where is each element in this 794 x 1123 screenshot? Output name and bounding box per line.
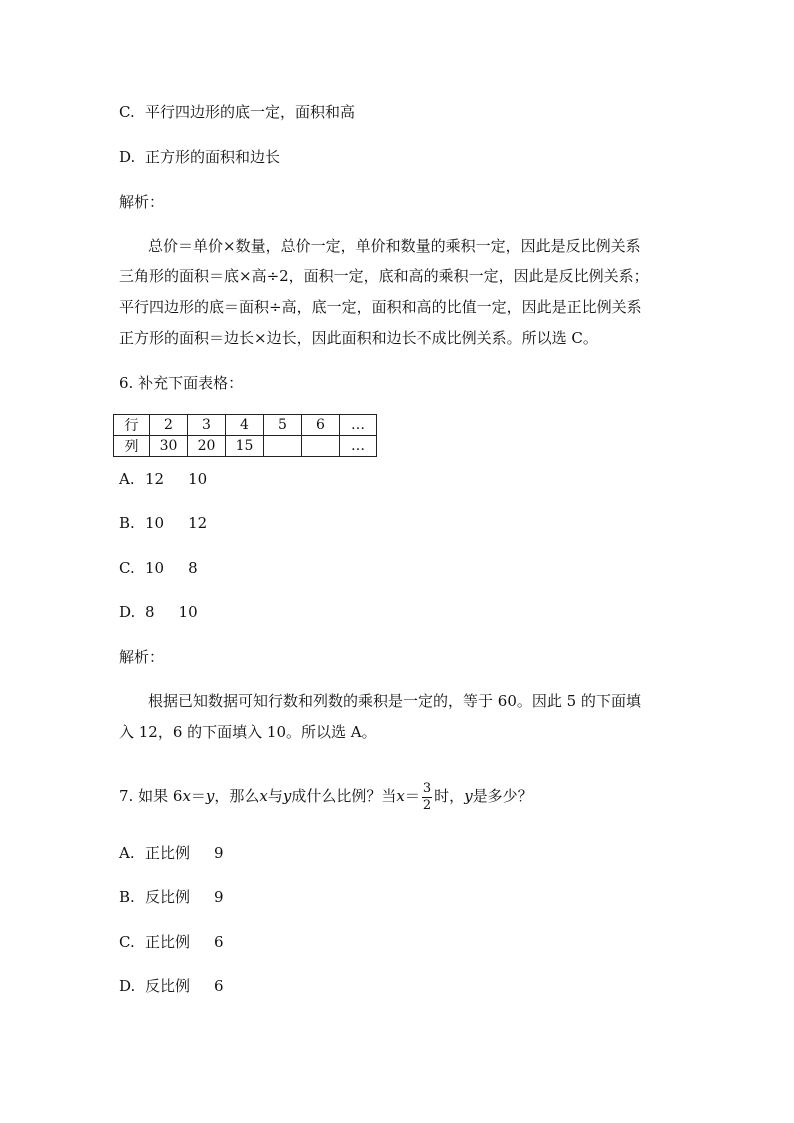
q6-table	[113, 414, 377, 457]
option-value-b: 10	[178, 603, 198, 621]
variable-y: y	[282, 787, 292, 805]
q7-option-a	[119, 843, 224, 863]
variable-x: x	[182, 787, 191, 805]
question-text: 如果	[138, 787, 169, 805]
q7-option-d	[119, 976, 224, 996]
question-text: ，那么	[214, 787, 260, 805]
question-text: 时，	[434, 787, 465, 805]
q5-analysis-line-4: 正方形的面积＝边长×边长，因此面积和边长不成比例关系。所以选 C。	[119, 329, 598, 347]
option-letter: D.	[119, 148, 136, 166]
option-value-a: 10	[145, 514, 165, 532]
q6-option-d	[119, 602, 198, 622]
fraction-denominator: 2	[422, 797, 432, 813]
table-cell	[302, 436, 340, 457]
option-text: 正比例	[145, 844, 191, 862]
option-letter: D.	[119, 603, 136, 621]
q5-analysis-line-2: 三角形的面积＝底×高÷2，面积一定，底和高的乘积一定，因此是反比例关系；	[119, 267, 649, 285]
option-value-a: 10	[145, 559, 165, 577]
table-cell: 20	[188, 436, 226, 457]
equals-sign: ＝	[190, 787, 206, 805]
question-number: 7.	[119, 787, 134, 805]
option-value-b: 12	[188, 514, 208, 532]
table-cell: 列	[114, 436, 150, 457]
option-letter: B.	[119, 888, 135, 906]
option-value-a: 8	[145, 603, 155, 621]
fraction-numerator: 3	[422, 780, 432, 796]
option-letter: C.	[119, 103, 135, 121]
option-text: 正方形的面积和边长	[145, 148, 281, 166]
question-text: 成什么比例？当	[291, 787, 397, 805]
variable-y: y	[205, 787, 215, 805]
table-cell: …	[340, 436, 377, 457]
option-letter: A.	[119, 844, 135, 862]
option-letter: B.	[119, 514, 135, 532]
table-cell: 2	[150, 415, 188, 436]
q5-analysis-line-1: 总价＝单价×数量，总价一定，单价和数量的乘积一定，因此是反比例关系	[148, 237, 641, 255]
option-text: 平行四边形的底一定，面积和高	[145, 103, 356, 121]
question-text: 与	[267, 787, 283, 805]
option-value: 9	[214, 888, 224, 906]
variable-y: y	[464, 787, 473, 805]
table-cell: 15	[226, 436, 264, 457]
q5-option-d	[119, 147, 280, 167]
option-text: 反比例	[145, 977, 191, 995]
table-cell: 6	[302, 415, 340, 436]
q7-option-b	[119, 887, 224, 907]
table-cell: 4	[226, 415, 264, 436]
table-row	[114, 436, 377, 457]
q6-option-c	[119, 558, 198, 578]
q5-analysis-label: 解析：	[119, 193, 165, 211]
table-cell: 行	[114, 415, 150, 436]
option-value: 9	[214, 844, 224, 862]
q6-analysis-line-1: 根据已知数据可知行数和列数的乘积是一定的，等于 60。因此 5 的下面填	[148, 692, 641, 710]
q6-analysis-line-2: 入 12，6 的下面填入 10。所以选 A。	[119, 723, 377, 741]
option-value-a: 12	[145, 470, 165, 488]
option-value: 6	[214, 977, 224, 995]
q7-question	[119, 778, 533, 814]
q6-title: 6. 补充下面表格：	[119, 374, 244, 392]
option-letter: D.	[119, 977, 136, 995]
table-row	[114, 415, 377, 436]
equation-coefficient: 6	[172, 787, 183, 805]
equals-sign: ＝	[404, 787, 420, 805]
option-text: 正比例	[145, 933, 191, 951]
table-cell: 5	[264, 415, 302, 436]
option-letter: A.	[119, 470, 135, 488]
option-letter: C.	[119, 933, 135, 951]
table-cell: 3	[188, 415, 226, 436]
q5-analysis-line-3: 平行四边形的底＝面积÷高，底一定，面积和高的比值一定，因此是正比例关系	[119, 298, 642, 316]
q6-option-a	[119, 469, 207, 489]
option-value-b: 10	[188, 470, 208, 488]
variable-x: x	[259, 787, 268, 805]
option-value: 6	[214, 933, 224, 951]
option-text: 反比例	[145, 888, 191, 906]
question-text: 是多少？	[472, 787, 533, 805]
table-cell: 30	[150, 436, 188, 457]
table-cell: …	[340, 415, 377, 436]
option-value-b: 8	[188, 559, 198, 577]
variable-x: x	[396, 787, 405, 805]
q7-option-c	[119, 932, 224, 952]
table-cell	[264, 436, 302, 457]
q5-option-c	[119, 102, 355, 122]
q6-option-b	[119, 513, 207, 533]
q6-analysis-label: 解析：	[119, 648, 165, 666]
fraction	[422, 781, 432, 814]
option-letter: C.	[119, 559, 135, 577]
